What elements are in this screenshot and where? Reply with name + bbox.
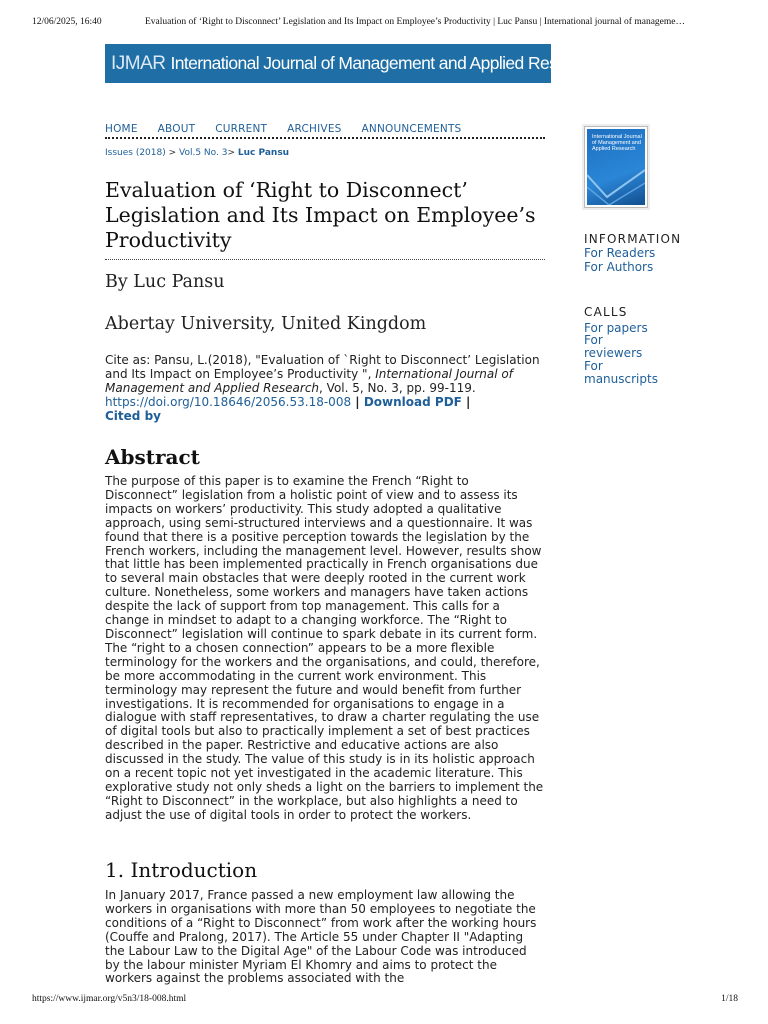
doi-link[interactable]: https://doi.org/10.18646/2056.53.18-008 (105, 395, 352, 409)
breadcrumb-sep: > (165, 148, 180, 158)
nav-about[interactable]: ABOUT (157, 123, 196, 135)
print-url: https://www.ijmar.org/v5n3/18-008.html (32, 994, 187, 1004)
abstract-heading: Abstract (105, 445, 200, 469)
breadcrumb-issues[interactable]: Issues (2018) (105, 148, 166, 158)
breadcrumb-sep: > (227, 148, 238, 158)
print-doc-title: Evaluation of ‘Right to Disconnect’ Legislation and Its Impact on Employee’s Productivity | Luc Pansu | International journal of manageme… (145, 17, 685, 27)
calls-heading: CALLS (584, 305, 628, 319)
journal-cover-thumbnail[interactable] (584, 126, 648, 208)
abstract-text: The purpose of this paper is to examine the French “Right to Disconnect” legislation from a holistic point of view and to assess its impacts on workers’ productivity. This study adopted a qualitative approach, using semi-structured interviews and a questionnaire. It was found that there is a positive perception towards the legislation by the French workers, including the management level. However, results show that little has been implemented practically in French organisations due to several main obstacles that were deeply rooted in the current work culture. Nonetheless, some workers and managers have taken actions despite the lack of support from top management. This calls for a change in mindset to adapt to a changing workforce. The “Right to Disconnect” legislation will continue to spark debate in its current form. The “right to a chosen connection” appears to be a more flexible terminology for the workers and the organisations, and could, therefore, be more accommodating in the current work environment. This terminology may represent the future and would benefit from further investigations. It is recommended for organisations to engage in a dialogue with staff representatives, to draw a charter regulating the use of digital tools but also to practically implement a set of best practices described in the paper. Restrictive and educative actions are also discussed in the study. The value of this study is in its holistic approach on a recent topic not yet investigated in the academic literature. This explorative study not only sheds a light on the barriers to implement the “Right to Disconnect” in the workplace, but also highlights a need to adjust the use of digital tools in order to protect the workers. (105, 474, 544, 822)
print-page-number: 1/18 (721, 994, 738, 1004)
citation-separator: | (351, 395, 364, 409)
introduction-heading: 1. Introduction (105, 858, 258, 882)
breadcrumb (105, 148, 289, 158)
article-title: Evaluation of ‘Right to Disconnect’ Legislation and Its Impact on Employee’s Productivity (105, 178, 545, 260)
cover-art (587, 129, 645, 205)
nav-announcements[interactable]: ANNOUNCEMENTS (361, 123, 462, 135)
information-heading: INFORMATION (584, 232, 682, 246)
article-author: By Luc Pansu (105, 272, 225, 292)
cited-by-link[interactable]: Cited by (105, 409, 161, 423)
breadcrumb-volume[interactable]: Vol.5 No. 3 (179, 148, 228, 158)
citation-block (105, 353, 545, 423)
print-footer (32, 994, 738, 1004)
for-manuscripts-link[interactable]: For manuscripts (584, 359, 658, 386)
introduction-text: In January 2017, France passed a new employment law allowing the workers in organisations with more than 50 employees to negotiate the conditions of a “Right to Disconnect” from work after the working hours (Couffe and Pralong, 2017). The Article 55 under Chapter II "Adapting the Labour Law to the Digital Age" of the Labour Code was introduced by the labour minister Myriam El Khomry and aims to protect the workers against the problems associated with the (105, 888, 537, 986)
article-affiliation: Abertay University, United Kingdom (105, 314, 427, 334)
citation-prefix: Cite as: Pansu, L.(2018), "Evaluation of `Right to Disconnect’ Legislation and Its Impact on Employee’s Productivity ", (105, 353, 540, 381)
citation-journal: International Journal of Management and Applied Research (105, 367, 513, 395)
nav-home[interactable]: HOME (105, 123, 138, 135)
cover-graphic-icon (587, 165, 645, 205)
breadcrumb-author: Luc Pansu (237, 148, 290, 158)
print-datetime: 12/06/2025, 16:40 (32, 17, 102, 27)
main-nav (105, 117, 545, 139)
download-pdf-link[interactable]: Download PDF (363, 395, 462, 409)
citation-separator: | (461, 395, 471, 409)
nav-current[interactable]: CURRENT (215, 123, 268, 135)
journal-banner[interactable] (105, 44, 599, 83)
for-papers-link[interactable]: For papers (584, 321, 648, 335)
journal-name: International Journal of Management and Applied Research (170, 53, 599, 73)
cover-title: International Journal of Management and Applied Research (592, 134, 642, 152)
citation-suffix: , Vol. 5, No. 3, pp. 99-119. (319, 381, 476, 395)
nav-archives[interactable]: ARCHIVES (287, 123, 342, 135)
for-authors-link[interactable]: For Authors (584, 260, 654, 274)
journal-logo-mark: IJMAR (111, 52, 166, 74)
print-header (32, 17, 738, 31)
for-reviewers-link[interactable]: For reviewers (584, 333, 643, 360)
for-readers-link[interactable]: For Readers (584, 246, 656, 260)
